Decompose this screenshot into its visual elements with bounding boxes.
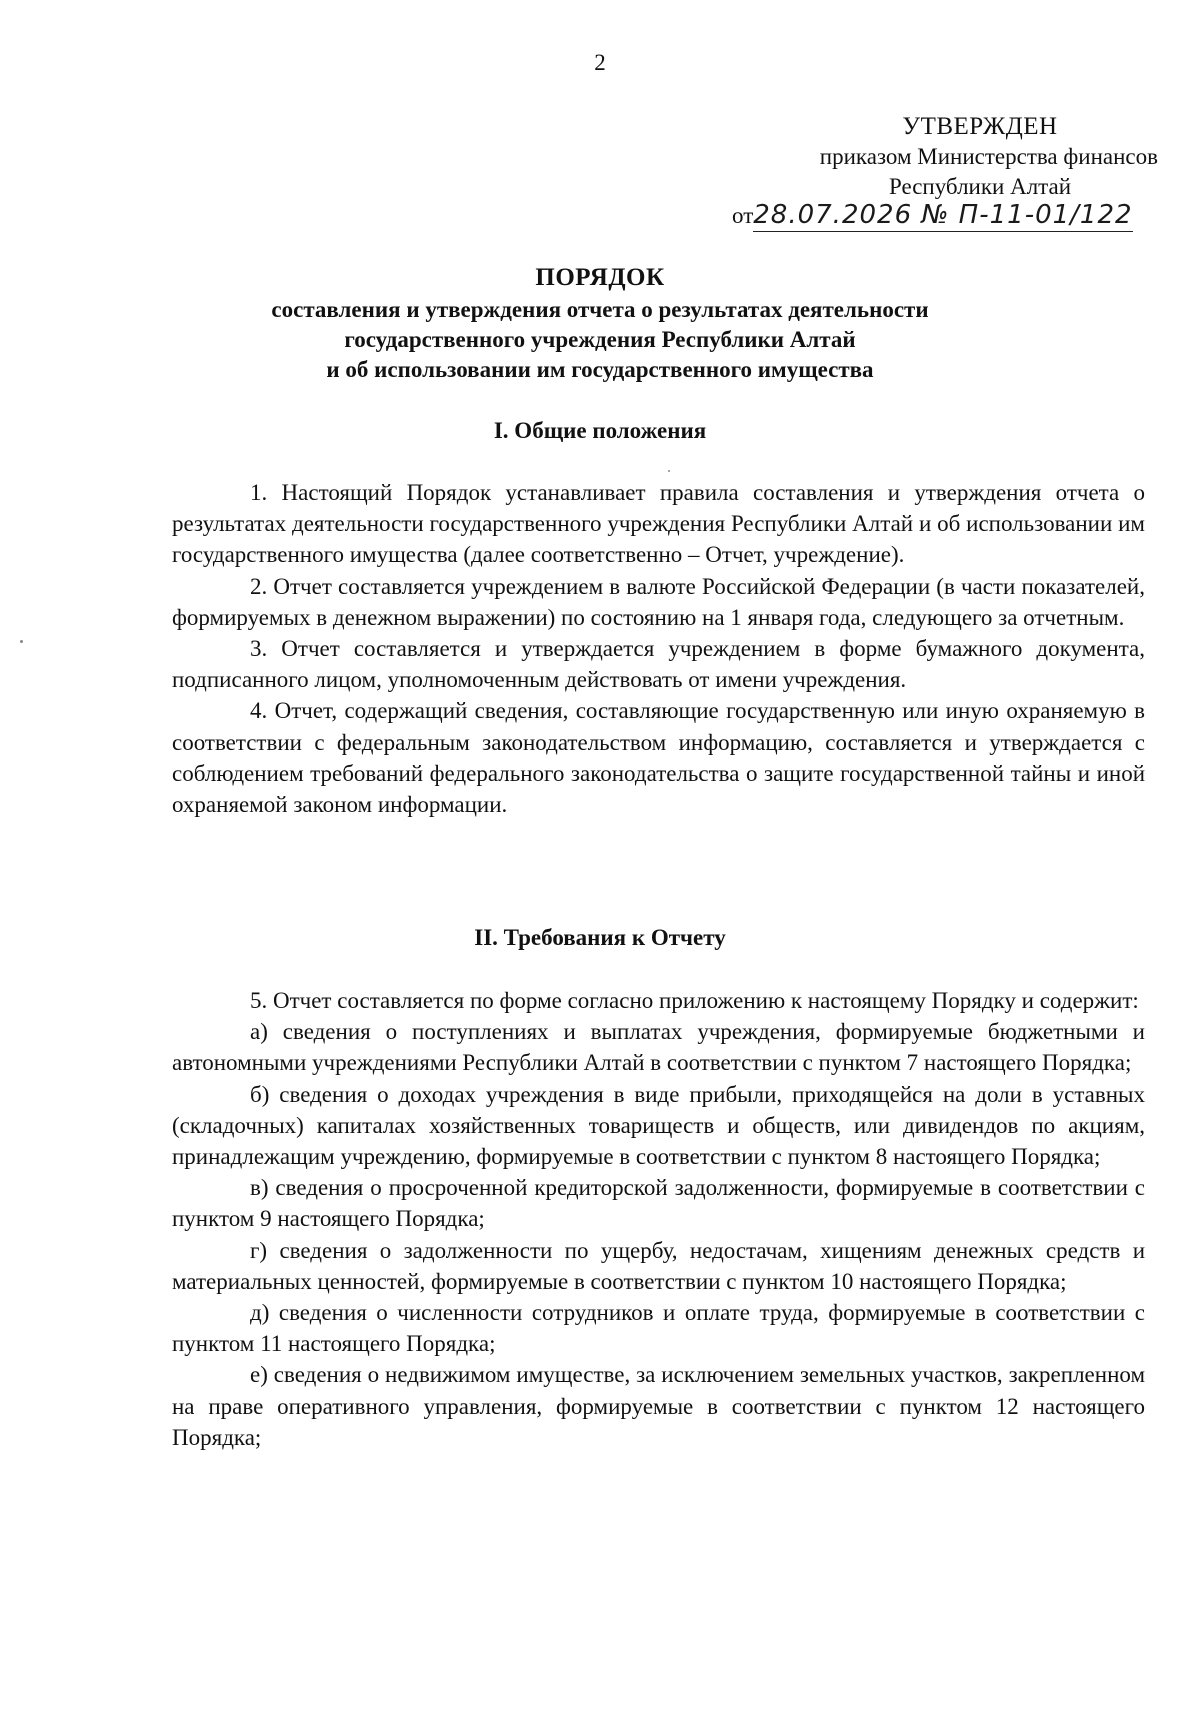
subtitle-line: и об использовании им государственного имущества <box>326 357 874 382</box>
paragraph: 4. Отчет, содержащий сведения, составляющие государственную или иную охраняемую в соответствии с федеральным законодательством информацию, составляется и утверждается с соблюдением требований федерального законодательства о защите государственной тайны и иной охраняемой законом информации. <box>172 698 1145 818</box>
paragraph: 5. Отчет составляется по форме согласно приложению к настоящему Порядку и содержит: <box>250 988 1139 1013</box>
paragraph: 1. Настоящий Порядок устанавливает правила составления и утверждения отчета о результатах деятельности государственного учреждения Республики Алтай и об использовании им государственного имущества (далее соответственно – Отчет, учреждение). <box>172 480 1145 568</box>
subtitle-line: составления и утверждения отчета о результатах деятельности <box>271 297 929 322</box>
paragraph: 2. Отчет составляется учреждением в валюте Российской Федерации (в части показателей, формируемых в денежном выражении) по состоянию на 1 января года, следующего за отчетным. <box>172 573 1145 630</box>
approval-date-prefix: от <box>732 203 754 228</box>
approval-line-region: Республики Алтай <box>888 174 1072 199</box>
document-subtitle <box>200 295 1000 385</box>
paragraph: д) сведения о численности сотрудников и оплате труда, формируемые в соответствии с пунктом 11 настоящего Порядка; <box>172 1300 1145 1357</box>
paragraph: е) сведения о недвижимом имуществе, за исключением земельных участков, закрепленном на праве оперативного управления, формируемые в соответствии с пунктом 12 настоящего Порядка; <box>172 1362 1145 1450</box>
page-number: 2 <box>594 50 606 75</box>
handwritten-date-number: 28.07.2026 № П-11-01/122 <box>753 200 1133 230</box>
document-title: ПОРЯДОК <box>535 264 665 291</box>
subtitle-line: государственного учреждения Республики Алтай <box>344 327 856 352</box>
section-heading-requirements: II. Требования к Отчету <box>474 925 726 950</box>
section-body-general <box>172 477 1145 820</box>
approval-title: УТВЕРЖДЕН <box>902 113 1058 140</box>
paragraph: г) сведения о задолженности по ущербу, недостачам, хищениям денежных средств и материальных ценностей, формируемые в соответствии с пунктом 10 настоящего Порядка; <box>172 1237 1145 1294</box>
paragraph: а) сведения о поступлениях и выплатах учреждения, формируемые бюджетными и автономными учреждениями Республики Алтай в соответствии с пунктом 7 настоящего Порядка; <box>172 1019 1145 1076</box>
scan-speck <box>20 640 23 643</box>
section-body-requirements <box>172 985 1145 1453</box>
paragraph: б) сведения о доходах учреждения в виде прибыли, приходящейся на доли в уставных (складочных) капиталах хозяйственных товариществ и обществ, или дивидендов по акциям, принадлежащим учреждению, формируемые в соответствии с пунктом 8 настоящего Порядка; <box>172 1081 1145 1170</box>
section-heading-general: I. Общие положения <box>493 418 707 443</box>
scan-speck <box>668 470 670 472</box>
paragraph: 3. Отчет составляется и утверждается учреждением в форме бумажного документа, подписанного лицом, уполномоченным действовать от имени учреждения. <box>172 636 1145 693</box>
paragraph: в) сведения о просроченной кредиторской задолженности, формируемые в соответствии с пунктом 9 настоящего Порядка; <box>172 1175 1145 1232</box>
approval-line-ministry: приказом Министерства финансов <box>819 144 1158 169</box>
approval-date-line <box>730 200 1170 231</box>
approval-stamp-block <box>730 112 1170 231</box>
